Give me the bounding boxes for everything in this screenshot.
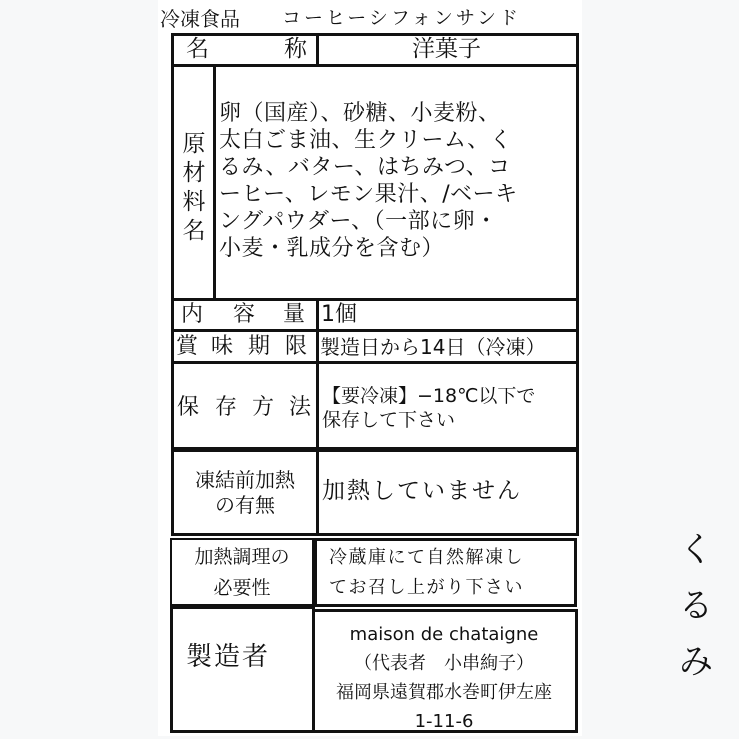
- side-label-char: み: [679, 642, 713, 682]
- ingredients-label-char: 原: [182, 131, 206, 157]
- maker-line: 福岡県遠賀郡水巻町伊左座: [336, 682, 552, 703]
- preheat-label-line: の有無: [215, 493, 275, 517]
- cooking-label: [170, 542, 314, 604]
- storage-label-1: 保: [177, 395, 200, 420]
- content-label-3: 量: [283, 302, 306, 327]
- content-label-2: 容: [233, 302, 256, 327]
- ingredients-text: [219, 100, 518, 262]
- cooking-text: [329, 543, 524, 603]
- side-label-char: く: [679, 530, 713, 570]
- ingredients-line: 卵（国産）、砂糖、小麦粉、: [219, 101, 501, 126]
- ingredients-label-char: 材: [182, 160, 206, 186]
- maker-label: 製造者: [186, 642, 271, 672]
- maker-text: [312, 620, 576, 736]
- cooking-label-line: 必要性: [213, 577, 271, 599]
- cooking-line: 冷蔵庫にて自然解凍し: [329, 547, 524, 568]
- content-value: 1個: [321, 302, 357, 327]
- expiry-label-1: 賞: [176, 334, 199, 359]
- storage-line: 【要冷凍】−18℃以下で: [322, 385, 536, 407]
- maker-line: maison de chataigne: [349, 624, 539, 645]
- preheat-value: 加熱していません: [322, 478, 522, 504]
- name-label-1: 名: [186, 36, 209, 62]
- ingredients-line: るみ、バター、はちみつ、コ: [219, 155, 511, 180]
- name-row: [171, 33, 579, 67]
- side-label: [676, 522, 716, 690]
- content-label-1: 内: [181, 302, 204, 327]
- expiry-value: 製造日から14日（冷凍）: [320, 335, 546, 359]
- storage-label-4: 法: [289, 395, 312, 420]
- storage-label-3: 方: [252, 395, 275, 420]
- expiry-label-2: 味: [211, 334, 234, 359]
- storage-label-2: 存: [215, 395, 238, 420]
- category-text: 冷凍食品: [160, 7, 240, 31]
- ingredients-label: [176, 130, 212, 246]
- ingredients-label-char: 料: [182, 189, 206, 215]
- side-label-char: る: [679, 586, 713, 626]
- ingredients-line: ーヒー、レモン果汁、/ベーキ: [219, 182, 518, 207]
- product-name: コーヒーシフォンサンド: [282, 7, 521, 29]
- ingredients-line: 太白ごま油、生クリーム、く: [219, 128, 513, 153]
- ingredients-line: 小麦・乳成分を含む）: [219, 236, 445, 261]
- name-label-2: 称: [284, 36, 307, 62]
- maker-line: 1-11-6: [414, 711, 474, 732]
- name-value: 洋菓子: [412, 36, 481, 62]
- storage-text: [322, 384, 535, 432]
- storage-line: 保存して下さい: [322, 409, 456, 431]
- expiry-label-4: 限: [285, 334, 308, 359]
- cooking-line: てお召し上がり下さい: [329, 577, 524, 598]
- preheat-label: [171, 468, 319, 518]
- cooking-label-line: 加熱調理の: [194, 546, 290, 568]
- expiry-label-3: 期: [248, 334, 271, 359]
- ingredients-line: ングパウダー、（一部に卵・: [219, 209, 498, 234]
- preheat-label-line: 凍結前加熱: [195, 468, 295, 492]
- maker-line: （代表者 小串絢子）: [354, 653, 534, 674]
- ingredients-label-char: 名: [182, 218, 206, 244]
